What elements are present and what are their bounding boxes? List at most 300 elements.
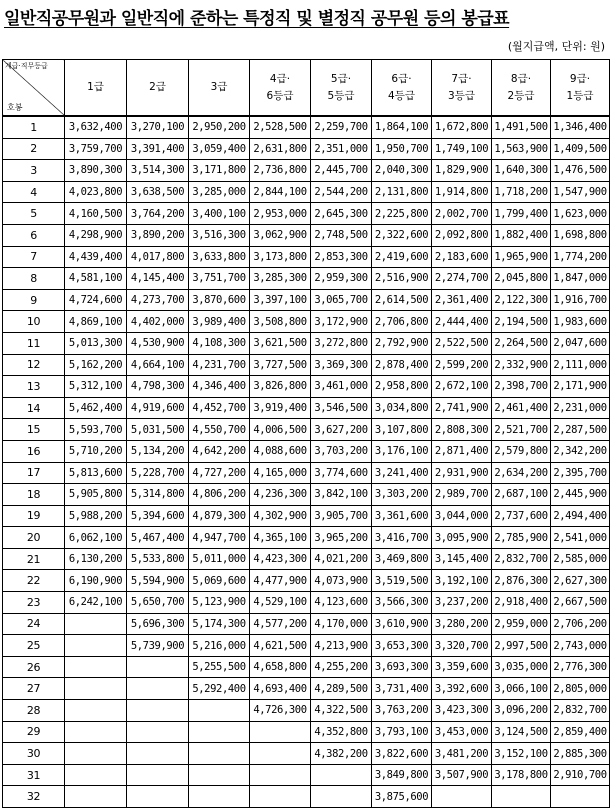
pay-cell: 3,731,400	[372, 678, 432, 700]
pay-cell: 3,035,000	[492, 656, 551, 678]
pay-cell	[65, 786, 127, 808]
pay-cell: 4,322,500	[311, 700, 372, 722]
pay-cell: 2,785,900	[492, 527, 551, 549]
pay-cell: 2,322,600	[372, 224, 432, 246]
table-row	[3, 311, 610, 333]
pay-cell: 3,826,800	[250, 376, 311, 398]
col-header: 7급· 3등급	[432, 60, 492, 117]
table-row	[3, 138, 610, 160]
pay-cell: 3,062,900	[250, 224, 311, 246]
pay-cell: 3,178,800	[492, 764, 551, 786]
pay-cell: 5,467,400	[127, 527, 189, 549]
pay-cell: 2,959,300	[311, 268, 372, 290]
pay-cell: 3,519,500	[372, 570, 432, 592]
step-cell: 12	[3, 354, 65, 376]
pay-cell: 4,798,300	[127, 376, 189, 398]
pay-cell: 3,270,100	[127, 116, 189, 138]
pay-cell: 3,507,900	[432, 764, 492, 786]
pay-cell: 2,544,200	[311, 181, 372, 203]
pay-cell: 3,095,900	[432, 527, 492, 549]
pay-cell: 4,160,500	[65, 203, 127, 225]
pay-cell: 5,255,500	[189, 656, 250, 678]
pay-cell: 3,774,600	[311, 462, 372, 484]
pay-cell: 4,236,300	[250, 484, 311, 506]
step-cell: 23	[3, 592, 65, 614]
pay-cell: 3,124,500	[492, 721, 551, 743]
pay-cell: 4,165,000	[250, 462, 311, 484]
pay-cell: 2,092,800	[432, 224, 492, 246]
pay-cell: 2,959,000	[492, 613, 551, 635]
pay-cell: 2,259,700	[311, 116, 372, 138]
pay-cell: 4,017,800	[127, 246, 189, 268]
pay-cell	[65, 764, 127, 786]
pay-cell: 1,916,700	[551, 289, 610, 311]
table-row	[3, 570, 610, 592]
pay-cell: 3,280,200	[432, 613, 492, 635]
pay-cell: 2,002,700	[432, 203, 492, 225]
pay-cell: 4,073,900	[311, 570, 372, 592]
salary-table	[2, 59, 610, 808]
pay-cell	[189, 786, 250, 808]
pay-cell: 4,213,900	[311, 635, 372, 657]
pay-cell: 2,461,400	[492, 397, 551, 419]
pay-cell: 3,566,300	[372, 592, 432, 614]
table-row	[3, 246, 610, 268]
pay-cell: 3,627,200	[311, 419, 372, 441]
pay-cell: 3,173,800	[250, 246, 311, 268]
pay-cell: 4,726,300	[250, 700, 311, 722]
pay-cell: 3,727,500	[250, 354, 311, 376]
step-cell: 10	[3, 311, 65, 333]
pay-cell: 3,171,800	[189, 160, 250, 182]
pay-cell: 2,672,100	[432, 376, 492, 398]
pay-cell: 2,634,200	[492, 462, 551, 484]
step-cell: 14	[3, 397, 65, 419]
pay-cell	[250, 786, 311, 808]
pay-cell: 2,737,600	[492, 505, 551, 527]
pay-cell: 1,749,100	[432, 138, 492, 160]
pay-cell: 2,122,300	[492, 289, 551, 311]
pay-cell: 4,529,100	[250, 592, 311, 614]
pay-cell: 4,231,700	[189, 354, 250, 376]
pay-cell: 5,739,900	[127, 635, 189, 657]
table-row	[3, 116, 610, 138]
pay-cell: 3,359,600	[432, 656, 492, 678]
pay-cell: 4,550,700	[189, 419, 250, 441]
pay-cell: 5,134,200	[127, 440, 189, 462]
pay-cell: 4,727,200	[189, 462, 250, 484]
pay-cell: 2,274,700	[432, 268, 492, 290]
pay-cell: 3,703,200	[311, 440, 372, 462]
pay-cell: 3,546,500	[311, 397, 372, 419]
table-row	[3, 354, 610, 376]
table-row	[3, 376, 610, 398]
pay-cell: 4,642,200	[189, 440, 250, 462]
pay-cell: 1,718,200	[492, 181, 551, 203]
col-header: 4급· 6등급	[250, 60, 311, 117]
pay-cell: 4,170,000	[311, 613, 372, 635]
pay-cell: 5,228,700	[127, 462, 189, 484]
table-row	[3, 613, 610, 635]
pay-cell: 4,806,200	[189, 484, 250, 506]
pay-cell: 4,352,800	[311, 721, 372, 743]
pay-cell: 2,627,300	[551, 570, 610, 592]
pay-cell: 2,853,300	[311, 246, 372, 268]
pay-cell: 2,871,400	[432, 440, 492, 462]
pay-cell: 2,445,700	[311, 160, 372, 182]
pay-cell	[127, 656, 189, 678]
pay-cell: 1,640,300	[492, 160, 551, 182]
pay-cell	[65, 656, 127, 678]
pay-cell	[127, 743, 189, 765]
pay-cell: 3,034,800	[372, 397, 432, 419]
pay-cell: 4,123,600	[311, 592, 372, 614]
pay-cell: 1,623,000	[551, 203, 610, 225]
table-row	[3, 332, 610, 354]
pay-cell: 1,864,100	[372, 116, 432, 138]
pay-cell: 3,508,800	[250, 311, 311, 333]
pay-cell: 3,516,300	[189, 224, 250, 246]
step-cell: 31	[3, 764, 65, 786]
pay-cell: 5,710,200	[65, 440, 127, 462]
pay-cell: 3,751,700	[189, 268, 250, 290]
step-cell: 5	[3, 203, 65, 225]
pay-cell: 3,096,200	[492, 700, 551, 722]
pay-cell: 3,890,300	[65, 160, 127, 182]
pay-cell: 5,013,300	[65, 332, 127, 354]
pay-cell: 2,332,900	[492, 354, 551, 376]
pay-cell: 3,152,100	[492, 743, 551, 765]
pay-cell: 4,302,900	[250, 505, 311, 527]
step-cell: 22	[3, 570, 65, 592]
pay-cell: 2,687,100	[492, 484, 551, 506]
step-cell: 3	[3, 160, 65, 182]
pay-cell: 1,914,800	[432, 181, 492, 203]
pay-cell: 2,183,600	[432, 246, 492, 268]
pay-cell: 5,462,400	[65, 397, 127, 419]
pay-cell: 5,162,200	[65, 354, 127, 376]
corner-header-cell	[3, 60, 65, 117]
pay-cell: 4,365,100	[250, 527, 311, 549]
pay-cell: 4,255,200	[311, 656, 372, 678]
pay-cell: 3,391,400	[127, 138, 189, 160]
pay-cell: 3,176,100	[372, 440, 432, 462]
pay-cell: 3,481,200	[432, 743, 492, 765]
pay-cell	[65, 700, 127, 722]
pay-cell: 2,776,300	[551, 656, 610, 678]
pay-cell: 3,653,300	[372, 635, 432, 657]
pay-cell: 3,905,700	[311, 505, 372, 527]
pay-cell	[189, 764, 250, 786]
col-header: 1급	[65, 60, 127, 117]
page-title: 일반직공무원과 일반직에 준하는 특정직 및 별정직 공무원 등의 봉급표	[4, 9, 510, 29]
pay-cell: 3,632,400	[65, 116, 127, 138]
table-row	[3, 397, 610, 419]
pay-cell: 4,273,700	[127, 289, 189, 311]
pay-cell: 3,416,700	[372, 527, 432, 549]
step-cell: 26	[3, 656, 65, 678]
pay-cell: 1,563,900	[492, 138, 551, 160]
table-row	[3, 484, 610, 506]
pay-cell: 3,066,100	[492, 678, 551, 700]
pay-cell	[189, 721, 250, 743]
pay-cell: 3,285,000	[189, 181, 250, 203]
pay-cell: 5,292,400	[189, 678, 250, 700]
pay-cell: 3,285,300	[250, 268, 311, 290]
pay-cell: 5,011,000	[189, 548, 250, 570]
pay-cell: 2,131,800	[372, 181, 432, 203]
table-row	[3, 224, 610, 246]
pay-cell: 2,395,700	[551, 462, 610, 484]
col-header: 5급· 5등급	[311, 60, 372, 117]
step-cell: 2	[3, 138, 65, 160]
pay-cell: 5,123,900	[189, 592, 250, 614]
step-cell: 28	[3, 700, 65, 722]
pay-cell: 3,423,300	[432, 700, 492, 722]
pay-cell: 4,021,200	[311, 548, 372, 570]
pay-cell: 1,965,900	[492, 246, 551, 268]
pay-cell: 2,832,700	[492, 548, 551, 570]
pay-cell	[65, 613, 127, 635]
pay-cell	[311, 764, 372, 786]
table-row	[3, 181, 610, 203]
pay-cell: 2,631,800	[250, 138, 311, 160]
pay-cell: 5,905,800	[65, 484, 127, 506]
pay-cell: 2,878,400	[372, 354, 432, 376]
table-row	[3, 419, 610, 441]
table-row	[3, 678, 610, 700]
pay-cell: 5,593,700	[65, 419, 127, 441]
pay-cell	[189, 700, 250, 722]
pay-cell	[127, 678, 189, 700]
table-row	[3, 440, 610, 462]
pay-cell: 2,264,500	[492, 332, 551, 354]
table-row	[3, 592, 610, 614]
step-cell: 13	[3, 376, 65, 398]
pay-cell: 1,882,400	[492, 224, 551, 246]
pay-cell: 3,890,200	[127, 224, 189, 246]
pay-cell: 2,997,500	[492, 635, 551, 657]
pay-cell: 4,919,600	[127, 397, 189, 419]
pay-cell: 3,272,800	[311, 332, 372, 354]
pay-cell: 1,346,400	[551, 116, 610, 138]
col-header: 2급	[127, 60, 189, 117]
pay-cell	[250, 721, 311, 743]
step-cell: 16	[3, 440, 65, 462]
pay-cell	[492, 786, 551, 808]
pay-cell: 2,989,700	[432, 484, 492, 506]
pay-cell: 4,452,700	[189, 397, 250, 419]
pay-cell: 4,693,400	[250, 678, 311, 700]
pay-cell: 4,947,700	[189, 527, 250, 549]
pay-cell: 3,870,600	[189, 289, 250, 311]
corner-grade-label: 계급·직무등급	[5, 62, 48, 70]
pay-cell: 3,461,000	[311, 376, 372, 398]
pay-cell: 2,444,400	[432, 311, 492, 333]
pay-cell: 4,023,800	[65, 181, 127, 203]
pay-cell: 1,847,000	[551, 268, 610, 290]
pay-cell: 3,965,200	[311, 527, 372, 549]
pay-cell: 4,298,900	[65, 224, 127, 246]
pay-cell: 3,059,400	[189, 138, 250, 160]
pay-cell: 3,397,100	[250, 289, 311, 311]
pay-cell: 4,108,300	[189, 332, 250, 354]
pay-cell: 1,774,200	[551, 246, 610, 268]
pay-cell: 3,793,100	[372, 721, 432, 743]
pay-cell: 2,741,900	[432, 397, 492, 419]
step-cell: 1	[3, 116, 65, 138]
pay-cell: 2,541,000	[551, 527, 610, 549]
pay-cell: 3,192,100	[432, 570, 492, 592]
step-cell: 19	[3, 505, 65, 527]
pay-cell: 4,346,400	[189, 376, 250, 398]
pay-cell: 1,491,500	[492, 116, 551, 138]
pay-cell: 2,910,700	[551, 764, 610, 786]
pay-cell: 3,400,100	[189, 203, 250, 225]
pay-cell: 2,225,800	[372, 203, 432, 225]
pay-cell	[250, 764, 311, 786]
pay-cell: 4,145,400	[127, 268, 189, 290]
step-cell: 20	[3, 527, 65, 549]
pay-cell: 4,530,900	[127, 332, 189, 354]
pay-cell: 2,419,600	[372, 246, 432, 268]
pay-cell: 3,065,700	[311, 289, 372, 311]
table-row	[3, 160, 610, 182]
pay-cell: 2,287,500	[551, 419, 610, 441]
pay-cell: 5,314,800	[127, 484, 189, 506]
pay-cell: 2,445,900	[551, 484, 610, 506]
step-cell: 4	[3, 181, 65, 203]
pay-cell	[127, 786, 189, 808]
pay-cell: 3,303,200	[372, 484, 432, 506]
pay-cell: 4,664,100	[127, 354, 189, 376]
pay-cell: 4,477,900	[250, 570, 311, 592]
pay-cell	[189, 743, 250, 765]
pay-cell: 5,031,500	[127, 419, 189, 441]
table-row	[3, 635, 610, 657]
pay-cell: 5,069,600	[189, 570, 250, 592]
pay-cell: 3,842,100	[311, 484, 372, 506]
pay-cell: 3,469,800	[372, 548, 432, 570]
step-cell: 15	[3, 419, 65, 441]
pay-cell: 6,130,200	[65, 548, 127, 570]
pay-cell: 2,805,000	[551, 678, 610, 700]
pay-cell: 3,241,400	[372, 462, 432, 484]
step-cell: 17	[3, 462, 65, 484]
pay-cell: 2,516,900	[372, 268, 432, 290]
step-cell: 25	[3, 635, 65, 657]
table-row	[3, 289, 610, 311]
pay-cell: 2,748,500	[311, 224, 372, 246]
col-header: 9급· 1등급	[551, 60, 610, 117]
pay-cell: 2,040,300	[372, 160, 432, 182]
pay-cell: 6,242,100	[65, 592, 127, 614]
pay-cell: 5,174,300	[189, 613, 250, 635]
pay-cell: 2,950,200	[189, 116, 250, 138]
pay-cell: 2,706,800	[372, 311, 432, 333]
table-header-row	[3, 60, 610, 117]
corner-step-label: 호봉	[7, 103, 23, 112]
pay-cell: 2,361,400	[432, 289, 492, 311]
col-header: 8급· 2등급	[492, 60, 551, 117]
pay-cell: 3,822,600	[372, 743, 432, 765]
pay-cell: 2,231,000	[551, 397, 610, 419]
table-row	[3, 462, 610, 484]
pay-cell: 2,614,500	[372, 289, 432, 311]
step-cell: 6	[3, 224, 65, 246]
pay-cell: 5,594,900	[127, 570, 189, 592]
pay-cell: 2,706,200	[551, 613, 610, 635]
pay-cell	[311, 786, 372, 808]
pay-cell: 2,736,800	[250, 160, 311, 182]
pay-cell: 1,799,400	[492, 203, 551, 225]
pay-cell: 4,658,800	[250, 656, 311, 678]
pay-cell: 1,409,500	[551, 138, 610, 160]
pay-cell	[432, 786, 492, 808]
pay-cell	[127, 764, 189, 786]
table-row	[3, 203, 610, 225]
pay-cell	[65, 635, 127, 657]
pay-cell: 2,918,400	[492, 592, 551, 614]
pay-cell: 2,171,900	[551, 376, 610, 398]
pay-cell	[250, 743, 311, 765]
pay-cell: 2,194,500	[492, 311, 551, 333]
pay-cell: 5,216,000	[189, 635, 250, 657]
pay-cell: 6,190,900	[65, 570, 127, 592]
pay-cell: 1,983,600	[551, 311, 610, 333]
pay-cell: 2,398,700	[492, 376, 551, 398]
table-row	[3, 505, 610, 527]
pay-cell: 1,476,500	[551, 160, 610, 182]
table-row	[3, 700, 610, 722]
table-row	[3, 764, 610, 786]
step-cell: 8	[3, 268, 65, 290]
pay-cell: 4,382,200	[311, 743, 372, 765]
pay-cell: 4,006,500	[250, 419, 311, 441]
pay-cell: 2,667,500	[551, 592, 610, 614]
pay-cell: 2,585,000	[551, 548, 610, 570]
pay-cell: 2,522,500	[432, 332, 492, 354]
pay-cell: 2,351,000	[311, 138, 372, 160]
pay-cell: 2,528,500	[250, 116, 311, 138]
pay-cell: 2,931,900	[432, 462, 492, 484]
pay-cell: 2,808,300	[432, 419, 492, 441]
pay-cell: 5,988,200	[65, 505, 127, 527]
pay-cell: 3,693,300	[372, 656, 432, 678]
pay-cell: 2,599,200	[432, 354, 492, 376]
step-cell: 24	[3, 613, 65, 635]
pay-cell: 3,237,200	[432, 592, 492, 614]
pay-cell: 3,759,700	[65, 138, 127, 160]
pay-cell: 3,638,500	[127, 181, 189, 203]
pay-cell: 4,581,100	[65, 268, 127, 290]
pay-cell: 4,402,000	[127, 311, 189, 333]
pay-cell: 3,875,600	[372, 786, 432, 808]
pay-cell: 3,610,900	[372, 613, 432, 635]
pay-cell: 5,696,300	[127, 613, 189, 635]
pay-cell: 3,763,200	[372, 700, 432, 722]
pay-cell: 3,320,700	[432, 635, 492, 657]
pay-cell: 2,844,100	[250, 181, 311, 203]
step-cell: 7	[3, 246, 65, 268]
pay-cell: 2,876,300	[492, 570, 551, 592]
pay-cell: 5,394,600	[127, 505, 189, 527]
pay-cell: 3,919,400	[250, 397, 311, 419]
pay-cell	[65, 678, 127, 700]
table-row	[3, 656, 610, 678]
pay-cell: 3,633,800	[189, 246, 250, 268]
pay-cell: 3,989,400	[189, 311, 250, 333]
